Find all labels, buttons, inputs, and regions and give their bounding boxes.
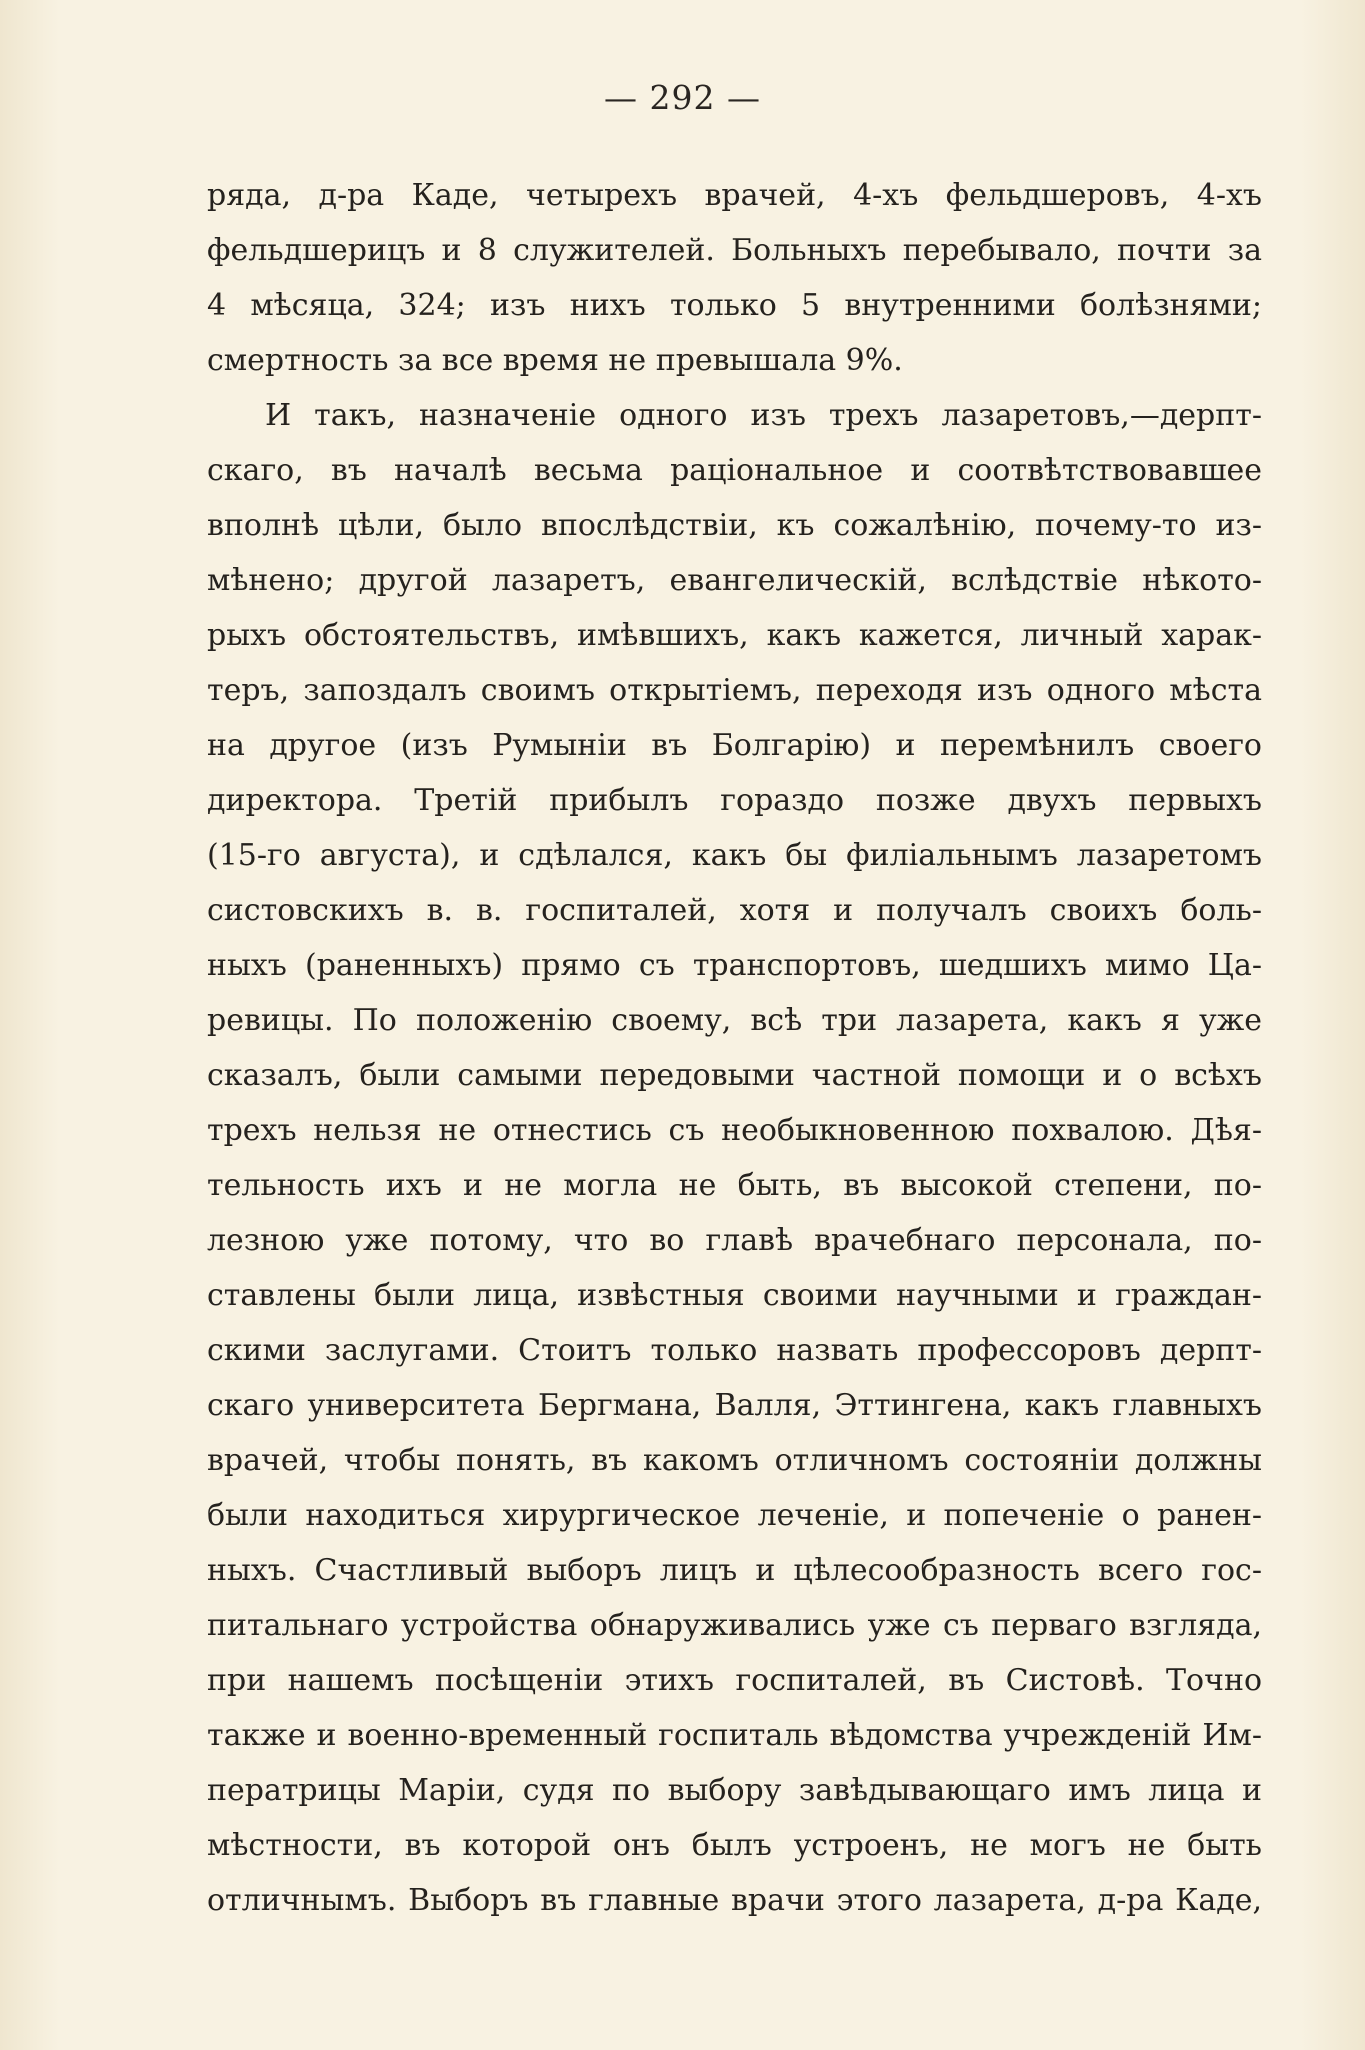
text-line: мѣстности, въ которой онъ былъ устроенъ, не могъ не быть	[207, 1828, 1262, 1863]
text-line: вполнѣ цѣли, было впослѣдствіи, къ сожалѣнію, почему-то из-	[207, 508, 1262, 543]
text-line: ныхъ (раненныхъ) прямо съ транспортовъ, шедшихъ мимо Ца-	[207, 948, 1262, 983]
text-line: директора. Третій прибылъ гораздо позже двухъ первыхъ	[207, 783, 1262, 818]
text-line: (15-го августа), и сдѣлался, какъ бы филіальнымъ лазаретомъ	[207, 838, 1262, 873]
text-line: также и военно-временный госпиталь вѣдомства учрежденій Им-	[207, 1718, 1262, 1753]
text-line: ставлены были лица, извѣстныя своими научными и граждан-	[207, 1278, 1262, 1313]
text-line: мѣнено; другой лазаретъ, евангелическій, вслѣдствіе нѣкото-	[207, 563, 1262, 598]
text-line: скаго университета Бергмана, Валля, Эттингена, какъ главныхъ	[207, 1388, 1262, 1423]
text-line: 4 мѣсяца, 324; изъ нихъ только 5 внутренними болѣзнями;	[207, 288, 1262, 323]
text-line: лезною уже потому, что во главѣ врачебнаго персонала, по-	[207, 1223, 1262, 1258]
text-line: при нашемъ посѣщеніи этихъ госпиталей, въ Систовѣ. Точно	[207, 1663, 1262, 1698]
text-line: смертность за все время не превышала 9%.	[207, 343, 903, 378]
text-line: ныхъ. Счастливый выборъ лицъ и цѣлесообразность всего гос-	[207, 1553, 1262, 1588]
text-line: на другое (изъ Румыніи въ Болгарію) и перемѣнилъ своего	[207, 728, 1262, 763]
text-line: скаго, въ началѣ весьма раціональное и соотвѣтствовавшее	[207, 453, 1262, 488]
page-number: — 292 —	[604, 78, 761, 117]
text-line: врачей, чтобы понять, въ какомъ отличномъ состояніи должны	[207, 1443, 1262, 1478]
text-line: отличнымъ. Выборъ въ главные врачи этого лазарета, д-ра Каде,	[207, 1883, 1262, 1918]
text-line: сказалъ, были самыми передовыми частной помощи и о всѣхъ	[207, 1058, 1262, 1093]
text-line: И такъ, назначеніе одного изъ трехъ лазаретовъ,—дерпт-	[265, 398, 1262, 433]
text-line: ряда, д-ра Каде, четырехъ врачей, 4-хъ фельдшеровъ, 4-хъ	[207, 178, 1262, 213]
text-line: фельдшерицъ и 8 служителей. Больныхъ перебывало, почти за	[207, 233, 1262, 268]
text-line: тельность ихъ и не могла не быть, въ высокой степени, по-	[207, 1168, 1262, 1203]
text-line: трехъ нельзя не отнестись съ необыкновенною похвалою. Дѣя-	[207, 1113, 1262, 1148]
text-line: ператрицы Маріи, судя по выбору завѣдывающаго имъ лица и	[207, 1773, 1262, 1808]
text-line: рыхъ обстоятельствъ, имѣвшихъ, какъ кажется, личный харак-	[207, 618, 1262, 653]
body-text	[207, 168, 1262, 1928]
text-line: ревицы. По положенію своему, всѣ три лазарета, какъ я уже	[207, 1003, 1262, 1038]
text-line: систовскихъ в. в. госпиталей, хотя и получалъ своихъ боль-	[207, 893, 1262, 928]
text-line: скими заслугами. Стоитъ только назвать профессоровъ дерпт-	[207, 1333, 1262, 1368]
text-line: были находиться хирургическое леченіе, и попеченіе о ранен-	[207, 1498, 1262, 1533]
text-line: теръ, запоздалъ своимъ открытіемъ, переходя изъ одного мѣста	[207, 673, 1262, 708]
text-line: питальнаго устройства обнаруживались уже съ перваго взгляда,	[207, 1608, 1262, 1643]
